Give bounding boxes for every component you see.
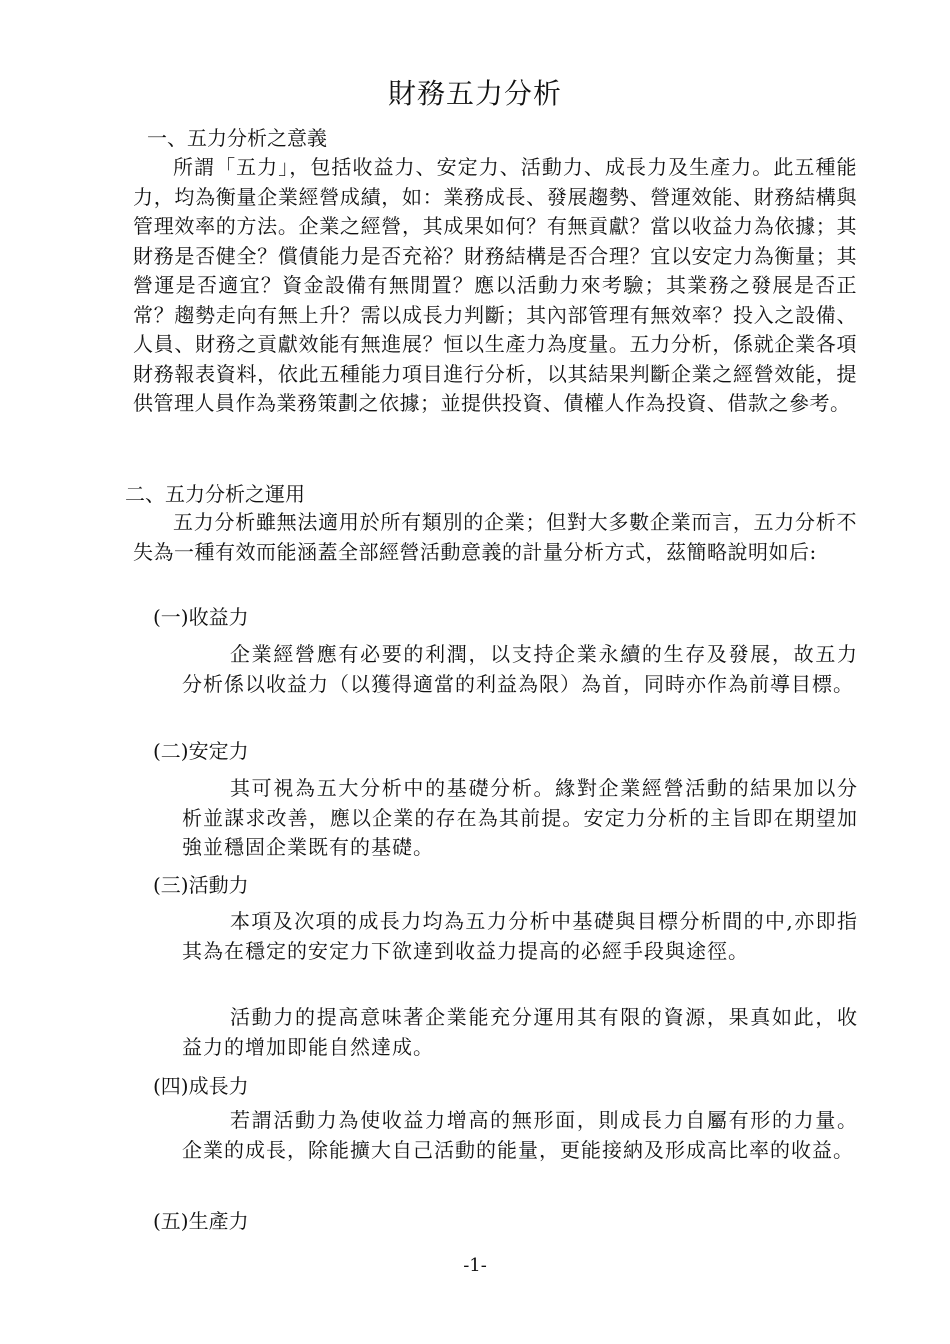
section-paragraph-meaning: 所謂「五力」，包括收益力、安定力、活動力、成長力及生產力。此五種能力，均為衡量企業經營成績，如：業務成長、發展趨勢、營運效能、財務結構與管理效率的方法。企業之經營，其成果如何？有無貢獻？當以收益力為依據；其財務是否健全？償債能力是否充裕？財務結構是否合理？宜以安定力為衡量；其營運是否適宜？資金設備有無閒置？應以活動力來考驗；其業務之發展是否正常？趨勢走向有無上升？需以成長力判斷；其內部管理有無效率？投入之設備、人員、財務之貢獻效能有無進展？恒以生產力為度量。五力分析，係就企業各項財務報表資料，依此五種能力項目進行分析，以其結果判斷企業之經營效能，提供管理人員作為業務策劃之依據；並提供投資、債權人作為投資、借款之參考。 — [133, 155, 857, 415]
page-number: -1- — [463, 1255, 487, 1276]
subsection-heading-growth: (四)成長力 — [153, 1074, 249, 1098]
subsection-heading-profitability: (一)收益力 — [153, 605, 249, 629]
page-title: 財務五力分析 — [387, 77, 562, 110]
subsection-heading-productivity: (五)生產力 — [153, 1209, 249, 1233]
section-heading-meaning: 一、五力分析之意義 — [147, 126, 327, 150]
subsection-paragraph-growth: 若謂活動力為使收益力增高的無形面，則成長力自屬有形的力量。企業的成長，除能擴大自己活動的能量，更能接納及形成高比率的收益。 — [182, 1108, 858, 1162]
subsection-paragraph-stability: 其可視為五大分析中的基礎分析。緣對企業經營活動的結果加以分析並謀求改善，應以企業的存在為其前提。安定力分析的主旨即在期望加強並穩固企業既有的基礎。 — [182, 776, 858, 859]
section-heading-application: 二、五力分析之運用 — [125, 482, 305, 506]
section-paragraph-application: 五力分析雖無法適用於所有類別的企業；但對大多數企業而言，五力分析不失為一種有效而能涵蓋全部經營活動意義的計量分析方式，茲簡略說明如后: — [133, 510, 857, 564]
subsection-heading-stability: (二)安定力 — [153, 739, 249, 763]
subsection-paragraph-profitability: 企業經營應有必要的利潤，以支持企業永續的生存及發展，故五力分析係以收益力（以獲得適當的利益為限）為首，同時亦作為前導目標。 — [182, 642, 858, 696]
subsection-heading-activity: (三)活動力 — [153, 873, 249, 897]
subsection-paragraph-activity-1: 本項及次項的成長力均為五力分析中基礎與目標分析間的中,亦即指其為在穩定的安定力下欲達到收益力提高的必經手段與途徑。 — [182, 909, 858, 963]
subsection-paragraph-activity-2: 活動力的提高意味著企業能充分運用其有限的資源，果真如此，收益力的增加即能自然達成。 — [182, 1005, 858, 1059]
